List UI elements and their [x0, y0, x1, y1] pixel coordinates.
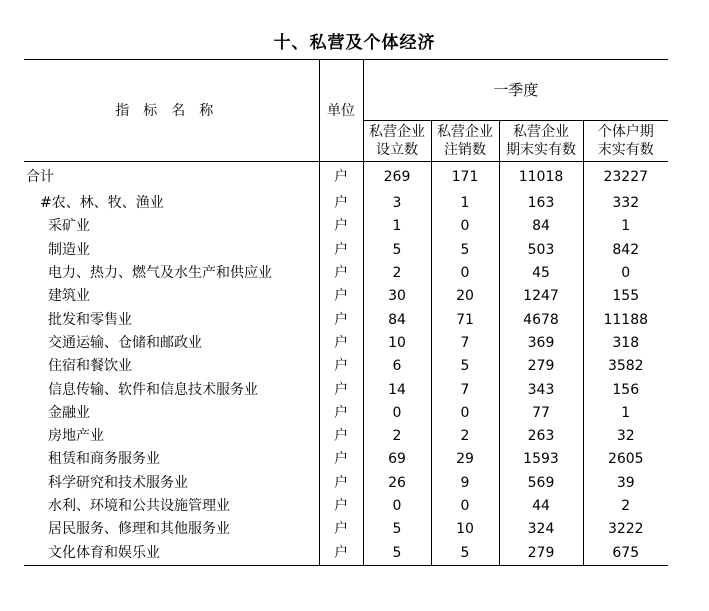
row-indicator-name: 水利、环境和公共设施管理业: [48, 498, 230, 514]
row-value: 20: [431, 285, 499, 308]
header-column-line2: 期末实有数: [506, 142, 576, 158]
row-value: 279: [499, 541, 583, 565]
row-value: 269: [363, 162, 431, 193]
row-unit: 户: [319, 495, 363, 518]
row-value: 1: [431, 192, 499, 215]
header-column-line2: 设立数: [376, 142, 418, 158]
row-value: 26: [363, 472, 431, 495]
row-indicator-name: 采矿业: [48, 218, 90, 235]
row-indicator-name: 制造业: [48, 241, 90, 258]
row-value: 0: [431, 402, 499, 425]
row-value: 0: [363, 495, 431, 518]
row-value: 84: [363, 308, 431, 331]
table-row: [24, 518, 668, 541]
row-value: 10: [431, 518, 499, 541]
table-row: [24, 541, 668, 565]
row-unit: 户: [319, 378, 363, 401]
row-value: 5: [363, 518, 431, 541]
table-row: [24, 332, 668, 355]
row-value: 10: [363, 332, 431, 355]
table-row: [24, 448, 668, 471]
row-value: 343: [499, 378, 583, 401]
row-value: 156: [583, 378, 668, 401]
row-value: 3222: [583, 518, 668, 541]
row-value: 2: [363, 425, 431, 448]
row-value: 71: [431, 308, 499, 331]
row-value: 69: [363, 448, 431, 471]
table-row: [24, 285, 668, 308]
row-value: 0: [431, 262, 499, 285]
header-unit: 单位: [319, 60, 363, 162]
row-value: 0: [583, 262, 668, 285]
row-value: 29: [431, 448, 499, 471]
header-column-line1: 私营企业: [369, 124, 425, 140]
row-value: 11018: [499, 162, 583, 193]
row-value: 318: [583, 332, 668, 355]
row-indicator-name: 住宿和餐饮业: [48, 358, 132, 375]
row-value: 324: [499, 518, 583, 541]
table-row: [24, 239, 668, 262]
row-indicator-name: 建筑业: [48, 288, 90, 305]
row-unit: 户: [319, 162, 363, 193]
row-indicator-name: 房地产业: [48, 428, 104, 445]
header-column: [431, 121, 499, 162]
row-indicator-name: 居民服务、修理和其他服务业: [48, 521, 230, 538]
table-row: [24, 425, 668, 448]
row-unit: 户: [319, 472, 363, 495]
row-value: 3: [363, 192, 431, 215]
row-unit: 户: [319, 192, 363, 215]
row-value: 9: [431, 472, 499, 495]
table-row: [24, 495, 668, 518]
row-value: 155: [583, 285, 668, 308]
row-value: 2605: [583, 448, 668, 471]
row-value: 39: [583, 472, 668, 495]
row-indicator-name: 租赁和商务服务业: [48, 451, 160, 468]
table-row: [24, 262, 668, 285]
row-indicator-name: 科学研究和技术服务业: [48, 474, 188, 491]
row-value: 1593: [499, 448, 583, 471]
row-value: 44: [499, 495, 583, 518]
row-value: 1: [363, 215, 431, 238]
row-value: 6: [363, 355, 431, 378]
row-value: 163: [499, 192, 583, 215]
row-unit: 户: [319, 355, 363, 378]
row-value: 279: [499, 355, 583, 378]
row-unit: 户: [319, 518, 363, 541]
row-value: 171: [431, 162, 499, 193]
table-row: [24, 472, 668, 495]
row-value: 23227: [583, 162, 668, 193]
row-indicator-name: 金融业: [48, 404, 90, 421]
row-value: 5: [363, 541, 431, 565]
row-value: 2: [363, 262, 431, 285]
row-indicator-name: 文化体育和娱乐业: [24, 541, 319, 565]
row-unit: 户: [319, 448, 363, 471]
row-value: 5: [363, 239, 431, 262]
row-value: 7: [431, 332, 499, 355]
header-column-line1: 个体户期: [597, 124, 654, 140]
row-unit: 户: [319, 262, 363, 285]
row-unit: 户: [319, 308, 363, 331]
row-value: 14: [363, 378, 431, 401]
header-column: [363, 121, 431, 162]
row-value: 11188: [583, 308, 668, 331]
header-period: 一季度: [363, 60, 668, 121]
header-column: [583, 121, 668, 162]
table-row: [24, 402, 668, 425]
row-unit: 户: [319, 425, 363, 448]
row-unit: 户: [319, 541, 363, 565]
row-value: 1: [583, 215, 668, 238]
header-column-line2: 末实有数: [597, 142, 654, 158]
row-value: 0: [431, 495, 499, 518]
row-indicator-name: 电力、热力、燃气及水生产和供应业: [48, 265, 272, 282]
row-value: 569: [499, 472, 583, 495]
row-value: 84: [499, 215, 583, 238]
row-value: 45: [499, 262, 583, 285]
row-value: 0: [431, 215, 499, 238]
header-column-line1: 私营企业: [513, 124, 569, 140]
row-indicator-name: 交通运输、仓储和邮政业: [48, 334, 202, 351]
table-row: [24, 355, 668, 378]
row-value: 1247: [499, 285, 583, 308]
table-body: [24, 162, 668, 566]
row-value: 263: [499, 425, 583, 448]
table-row: [24, 308, 668, 331]
row-value: 5: [431, 355, 499, 378]
table-title: 十、私营及个体经济: [273, 33, 436, 53]
row-value: 2: [431, 425, 499, 448]
row-value: 7: [431, 378, 499, 401]
row-value: 5: [431, 541, 499, 565]
row-indicator-name: 信息传输、软件和信息技术服务业: [48, 381, 258, 398]
table-row: [24, 192, 668, 215]
row-value: 332: [583, 192, 668, 215]
row-value: 369: [499, 332, 583, 355]
header-indicator-name: 指标名称: [24, 60, 319, 162]
row-unit: 户: [319, 285, 363, 308]
row-value: 3582: [583, 355, 668, 378]
row-value: 1: [583, 402, 668, 425]
row-value: 30: [363, 285, 431, 308]
table-row: [24, 378, 668, 401]
row-unit: 户: [319, 402, 363, 425]
row-value: 842: [583, 239, 668, 262]
header-column-line1: 私营企业: [437, 124, 493, 140]
row-value: 5: [431, 239, 499, 262]
row-unit: 户: [319, 239, 363, 262]
header-column: [499, 121, 583, 162]
table-row-total: [24, 162, 668, 193]
row-value: 0: [363, 402, 431, 425]
header-column-line2: 注销数: [444, 142, 486, 158]
row-indicator-name: 合计: [26, 169, 54, 185]
row-unit: 户: [319, 215, 363, 238]
row-value: 675: [583, 541, 668, 565]
table-row: [24, 215, 668, 238]
row-unit: 户: [319, 332, 363, 355]
row-value: 2: [583, 495, 668, 518]
row-value: 4678: [499, 308, 583, 331]
row-value: 77: [499, 402, 583, 425]
row-value: 503: [499, 239, 583, 262]
row-value: 32: [583, 425, 668, 448]
row-indicator-name: 批发和零售业: [48, 311, 132, 328]
row-indicator-name: #农、林、牧、渔业: [40, 195, 164, 212]
statistics-table: [24, 59, 668, 566]
